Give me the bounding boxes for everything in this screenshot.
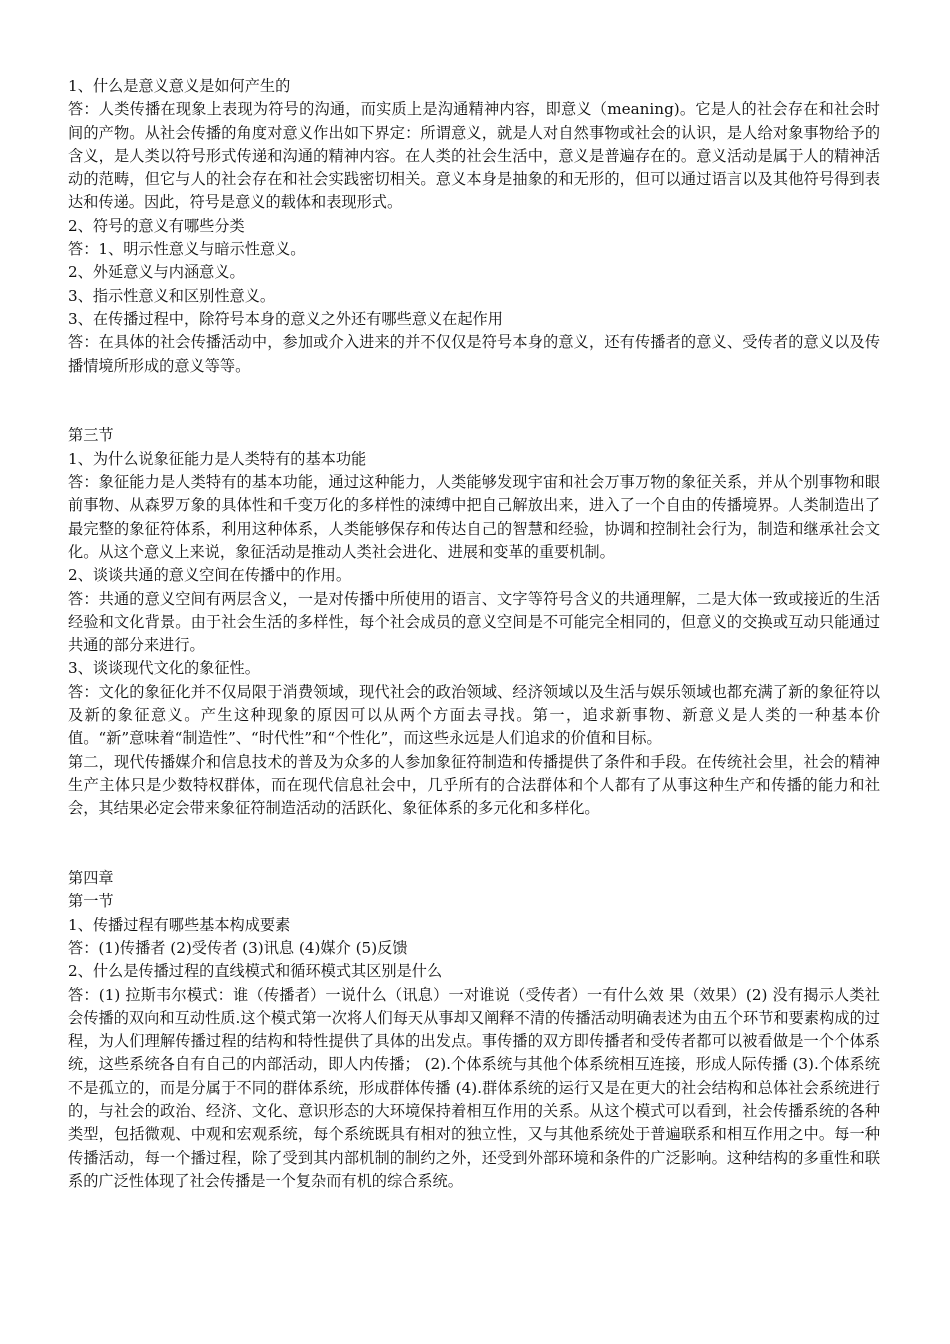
- document-page: [68, 75, 880, 1193]
- question-line: 3、谈谈现代文化的象征性。: [68, 659, 260, 678]
- answer-paragraph: 答：象征能力是人类特有的基本功能，通过这种能力，人类能够发现宇宙和社会万事万物的象征关系，并从个别事物和眼前事物、从森罗万象的具体性和千变万化的多样性的涑缚中把自己解放出来，进入了一个自由的传播境界。人类制造出了最完整的象征符体系，利用这种体系，人类能够保存和传达自己的智慧和经验，协调和控制社会行为，制造和继承社会文化。从这个意义上来说，象征活动是推动人类社会进化、进展和变革的重要机制。: [68, 473, 880, 561]
- answer-paragraph: 答：在具体的社会传播活动中，参加或介入进来的并不仅仅是符号本身的意义，还有传播者的意义、受传者的意义以及传播情境所形成的意义等等。: [68, 333, 880, 375]
- question-line: 1、为什么说象征能力是人类特有的基本功能: [68, 449, 367, 468]
- answer-paragraph: 答：(1)传播者 (2)受传者 (3)讯息 (4)媒介 (5)反馈: [68, 938, 408, 957]
- answer-paragraph: 第二，现代传播媒介和信息技术的普及为众多的人参加象征符制造和传播提供了条件和手段。在传统社会里，社会的精神生产主体只是少数特权群体，而在现代信息社会中，几乎所有的合法群体和个人都有了从事这种生产和传播的能力和社会，其结果必定会带来象征符制造活动的活跃化、象征体系的多元化和多样化。: [68, 752, 880, 818]
- question-line: 2、谈谈共通的意义空间在传播中的作用。: [68, 566, 352, 585]
- section-heading: 第一节: [68, 892, 114, 911]
- answer-paragraph: 答：人类传播在现象上表现为符号的沟通，而实质上是沟通精神内容，即意义（meaning)。它是人的社会存在和社会时间的产物。从社会传播的角度对意义作出如下界定：所谓意义，就是人对自然事物或社会的认识，是人给对象事物给予的含义，是人类以符号形式传递和沟通的精神内容。在人类的社会生活中，意义是普遍存在的。意义活动是属于人的精神活动的范畴，但它与人的社会存在和社会实践密切相关。意义本身是抽象的和无形的，但可以通过语言以及其他符号得到表达和传递。因此，符号是意义的载体和表现形式。: [68, 100, 880, 212]
- chapter-heading: 第四章: [68, 869, 114, 888]
- answer-paragraph: 答：文化的象征化并不仅局限于消费领域，现代社会的政治领域、经济领域以及生活与娱乐领域也都充满了新的象征符以及新的象征意义。产生这种现象的原因可以从两个方面去寻找。第一，追求新事物、新意义是人类的一种基本价值。“新”意味着“制造性”、“时代性”和“个性化”，而这些永远是人们追求的价值和目标。: [68, 682, 880, 748]
- question-line: 1、什么是意义意义是如何产生的: [68, 77, 291, 95]
- question-line: 1、传播过程有哪些基本构成要素: [68, 915, 291, 934]
- question-line: 2、符号的意义有哪些分类: [68, 216, 245, 235]
- blank-line: [68, 821, 880, 868]
- section-heading: 第三节: [68, 426, 114, 445]
- answer-paragraph: 答：(1) 拉斯韦尔模式：谁（传播者）一说什么（讯息）一对谁说（受传者）一有什么效 果（效果）(2) 没有揭示人类社会传播的双向和互动性质.这个模式第一次将人们每天从事却又阐释不清的传播活动明确表述为由五个环节和要素构成的过程，为人们理解传播过程的结构和特性提供了具体的出发点。事传播的双方即传播者和受传者都可以被看做是一个个体系统，这些系统各自有自己的内部活动，即人内传播； (2).个体系统与其他个体系统相互连接，形成人际传播 (3).个体系统不是孤立的，而是分属于不同的群体系统，形成群体传播 (4).群体系统的运行又是在更大的社会结构和总体社会系统进行的，与社会的政治、经济、文化、意识形态的大环境保持着相互作用的关系。从这个模式可以看到，社会传播系统的各种类型，包括微观、中观和宏观系统，每个系统既具有相对的独立性，又与其他系统处于普遍联系和相互作用之中。每一种传播活动，每一个播过程，除了受到其内部机制的制约之外，还受到外部环境和条件的广泛影响。这种结构的多重性和联系的广泛性体现了社会传播是一个复杂而有机的综合系统。: [68, 985, 880, 1190]
- question-line: 2、什么是传播过程的直线模式和循环模式其区别是什么: [68, 962, 443, 981]
- answer-paragraph: 3、指示性意义和区别性意义。: [68, 286, 276, 305]
- answer-paragraph: 答：1、明示性意义与暗示性意义。: [68, 240, 306, 259]
- answer-paragraph: 2、外延意义与内涵意义。: [68, 263, 245, 282]
- question-line: 3、在传播过程中，除符号本身的意义之外还有哪些意义在起作用: [68, 309, 503, 328]
- blank-line: [68, 378, 880, 425]
- answer-paragraph: 答：共通的意义空间有两层含义，一是对传播中所使用的语言、文字等符号含义的共通理解，二是大体一致或接近的生活经验和文化背景。由于社会生活的多样性，每个社会成员的意义空间是不可能完全相同的，但意义的交换或互动只能通过共通的部分来进行。: [68, 589, 880, 655]
